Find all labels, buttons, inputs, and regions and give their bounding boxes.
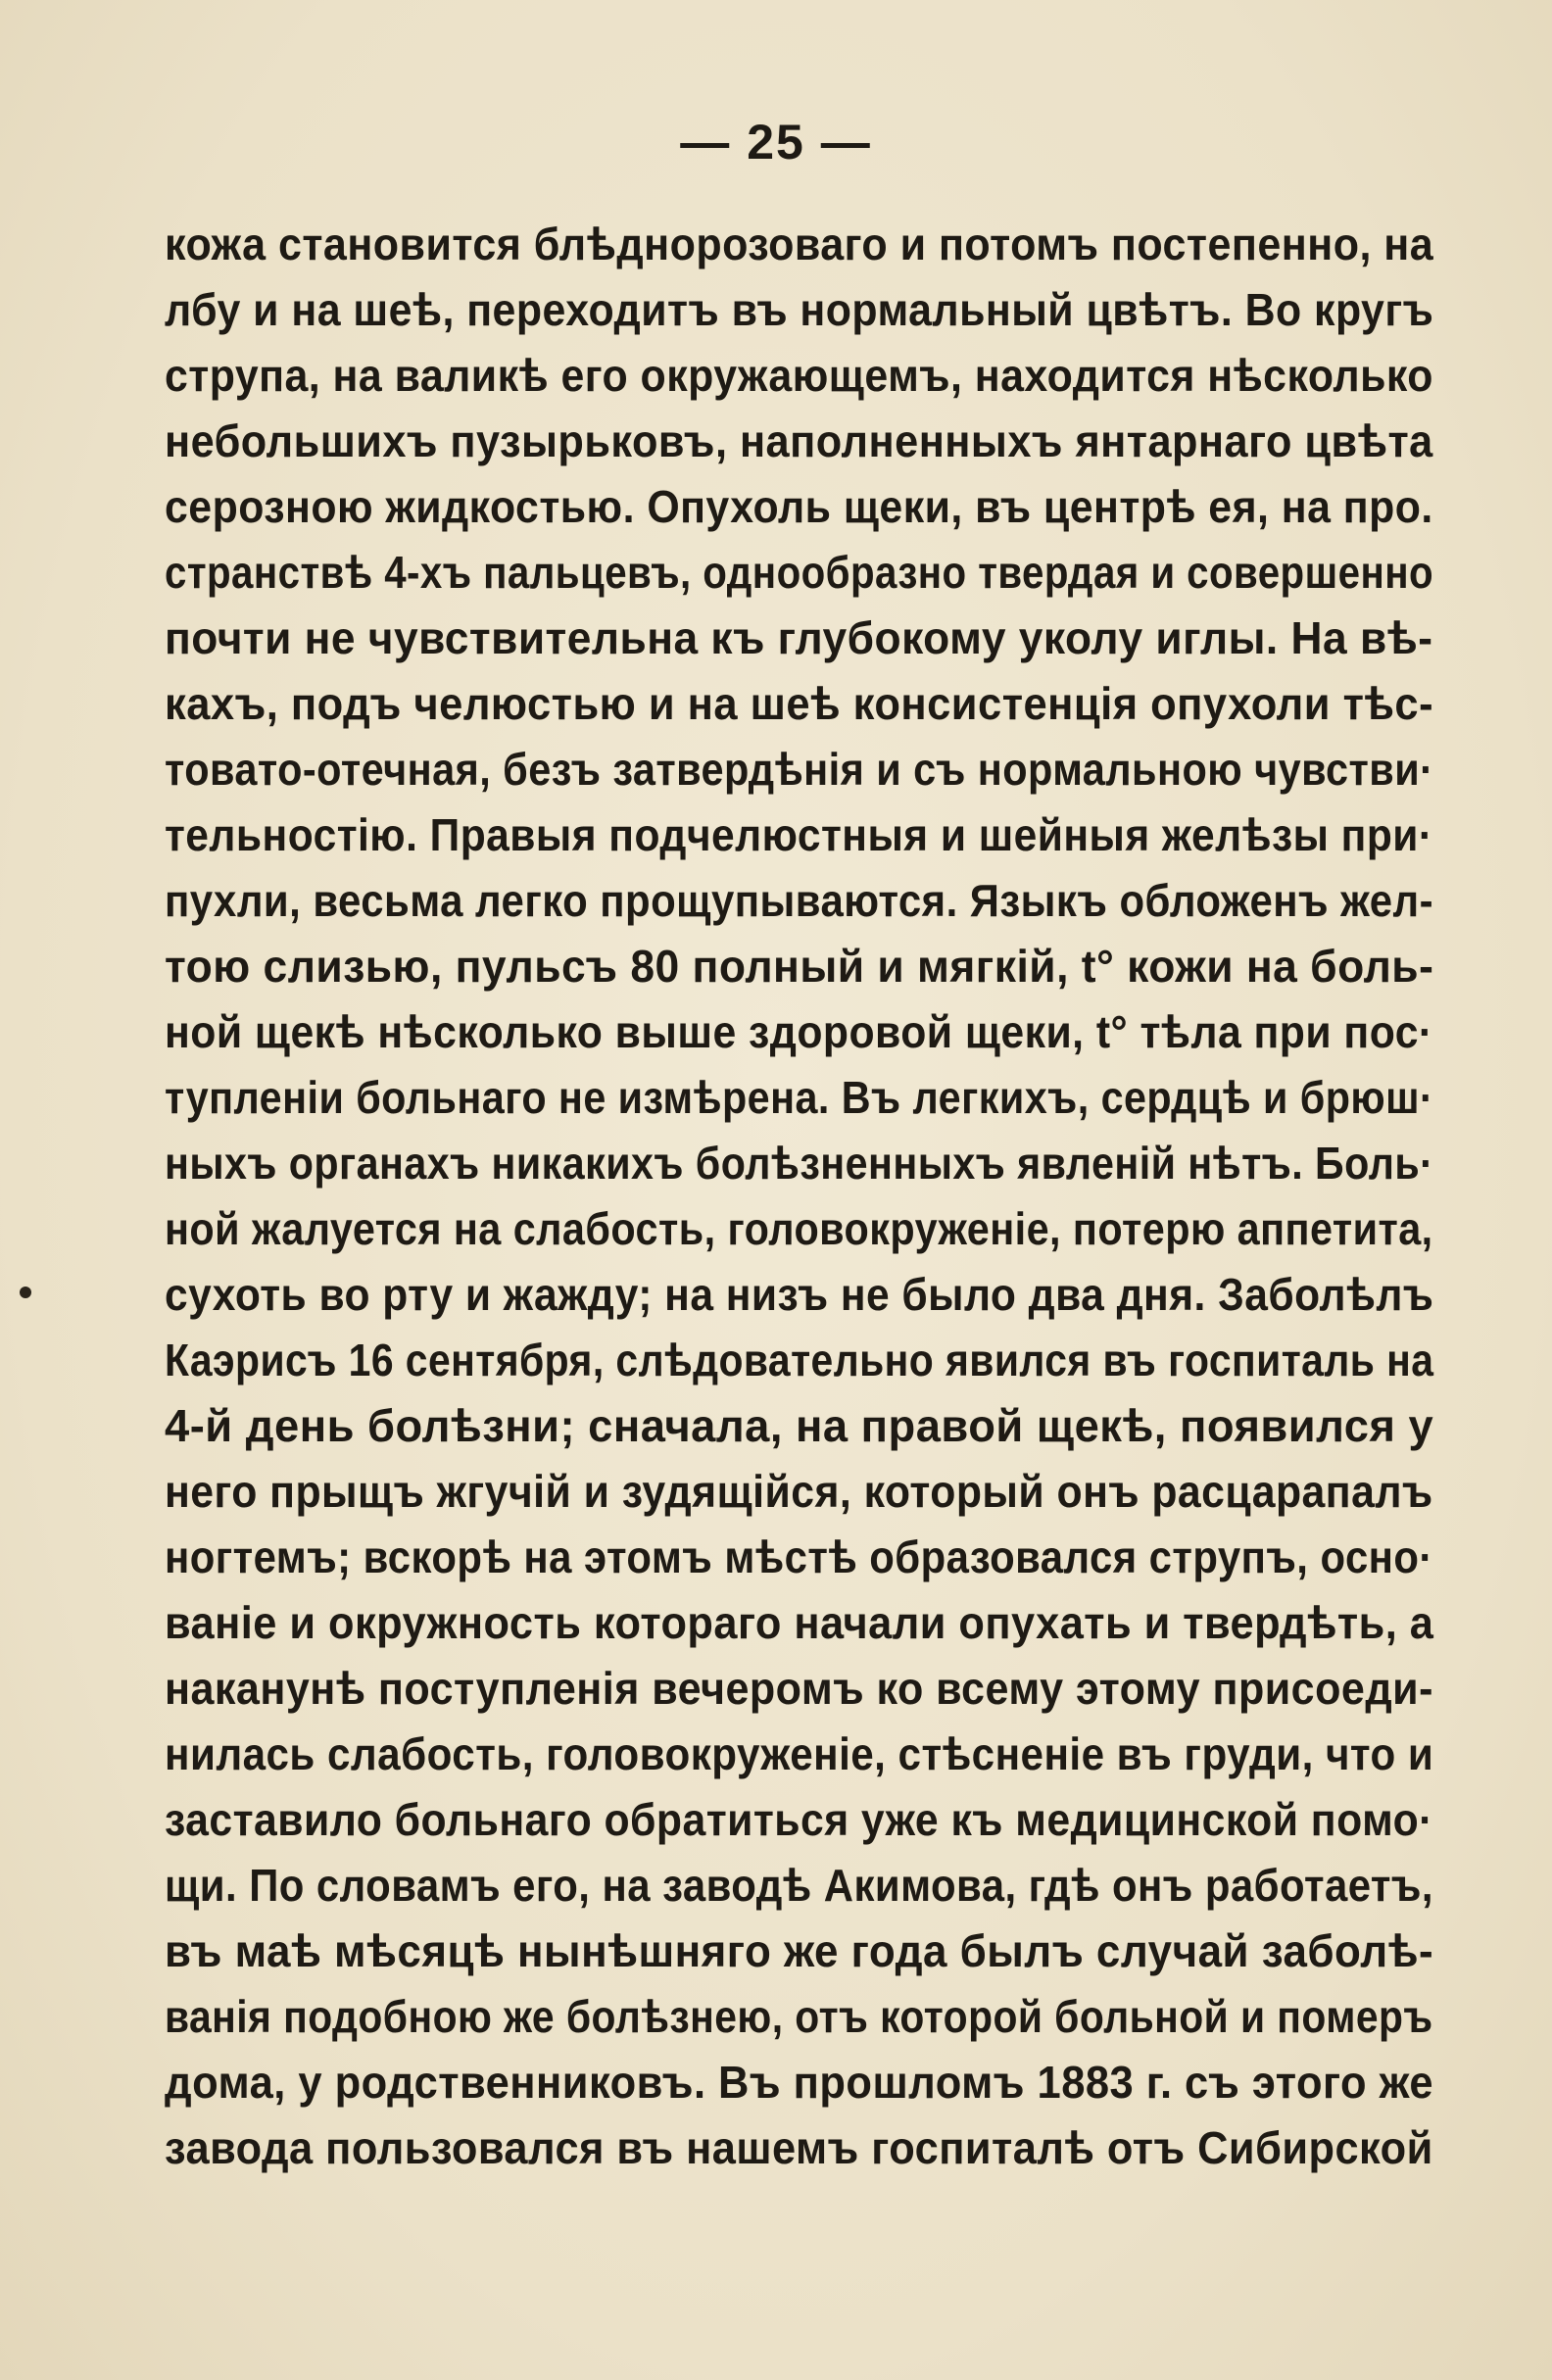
- text-line: серозною жидкостью. Опухоль щеки, въ центрѣ ея, на про.: [165, 481, 1433, 532]
- text-line: заставило больнаго обратиться уже къ медицинской помо·: [165, 1794, 1433, 1845]
- text-line: ванія подобною же болѣзнею, отъ которой больной и померъ: [165, 1991, 1433, 2042]
- body-text: [165, 212, 1433, 2181]
- text-line: ваніе и окружность котораго начали опухать и твердѣть, а: [165, 1597, 1434, 1648]
- text-line: почти не чувствительна къ глубокому уколу иглы. На вѣ-: [165, 612, 1433, 663]
- text-line: Каэрисъ 16 сентября, слѣдовательно явился въ госпиталь на: [165, 1335, 1434, 1385]
- text-line: небольшихъ пузырьковъ, наполненныхъ янтарнаго цвѣта: [165, 415, 1433, 466]
- text-line: него прыщъ жгучій и зудящійся, который онъ расцарапалъ: [165, 1466, 1433, 1517]
- text-line: нилась слабость, головокруженіе, стѣсненіе въ груди, что и: [165, 1728, 1434, 1779]
- text-line: пухли, весьма легко прощупываются. Языкъ обложенъ жел-: [165, 875, 1434, 926]
- text-line: тельностію. Правыя подчелюстныя и шейныя желѣзы при·: [165, 809, 1433, 860]
- text-line: дома, у родственниковъ. Въ прошломъ 1883 г. съ этого же: [165, 2057, 1434, 2108]
- text-line: щи. По словамъ его, на заводѣ Акимова, гдѣ онъ работаетъ,: [165, 1860, 1434, 1911]
- text-line: въ маѣ мѣсяцѣ нынѣшняго же года былъ случай заболѣ-: [165, 1925, 1434, 1976]
- text-line: товато-отечная, безъ затвердѣнія и съ нормальною чувстви·: [165, 744, 1434, 795]
- text-line: ной жалуется на слабость, головокруженіе, потерю аппетита,: [165, 1203, 1433, 1254]
- text-line: наканунѣ поступленія вечеромъ ко всему этому присоеди-: [165, 1663, 1433, 1714]
- text-line: ныхъ органахъ никакихъ болѣзненныхъ явленій нѣтъ. Боль·: [165, 1138, 1434, 1189]
- text-line: лбу и на шеѣ, переходитъ въ нормальный цвѣтъ. Во кругъ: [165, 284, 1434, 335]
- page-number: — 25 —: [680, 115, 872, 170]
- text-line: тою слизью, пульсъ 80 полный и мягкій, t° кожи на боль-: [165, 941, 1434, 992]
- text-line: ногтемъ; вскорѣ на этомъ мѣстѣ образовался струпъ, осно·: [165, 1531, 1433, 1582]
- text-line: тупленіи больнаго не измѣрена. Въ легкихъ, сердцѣ и брюш·: [165, 1072, 1434, 1123]
- text-line: 4-й день болѣзни; сначала, на правой щекѣ, появился у: [165, 1400, 1434, 1451]
- text-line: струпа, на валикѣ его окружающемъ, находится нѣсколько: [165, 350, 1433, 401]
- text-line: ной щекѣ нѣсколько выше здоровой щеки, t° тѣла при пос·: [165, 1006, 1433, 1057]
- ink-spot: [20, 1287, 31, 1298]
- text-line: завода пользовался въ нашемъ госпиталѣ отъ Сибирской: [165, 2122, 1433, 2173]
- text-line: сухоть во рту и жажду; на низъ не было два дня. Заболѣлъ: [165, 1269, 1434, 1320]
- text-line: кожа становится блѣднорозоваго и потомъ постепенно, на: [165, 219, 1434, 269]
- text-line: кахъ, подъ челюстью и на шеѣ консистенція опухоли тѣс-: [165, 678, 1434, 729]
- text-line: странствѣ 4-хъ пальцевъ, однообразно твердая и совершенно: [165, 547, 1434, 598]
